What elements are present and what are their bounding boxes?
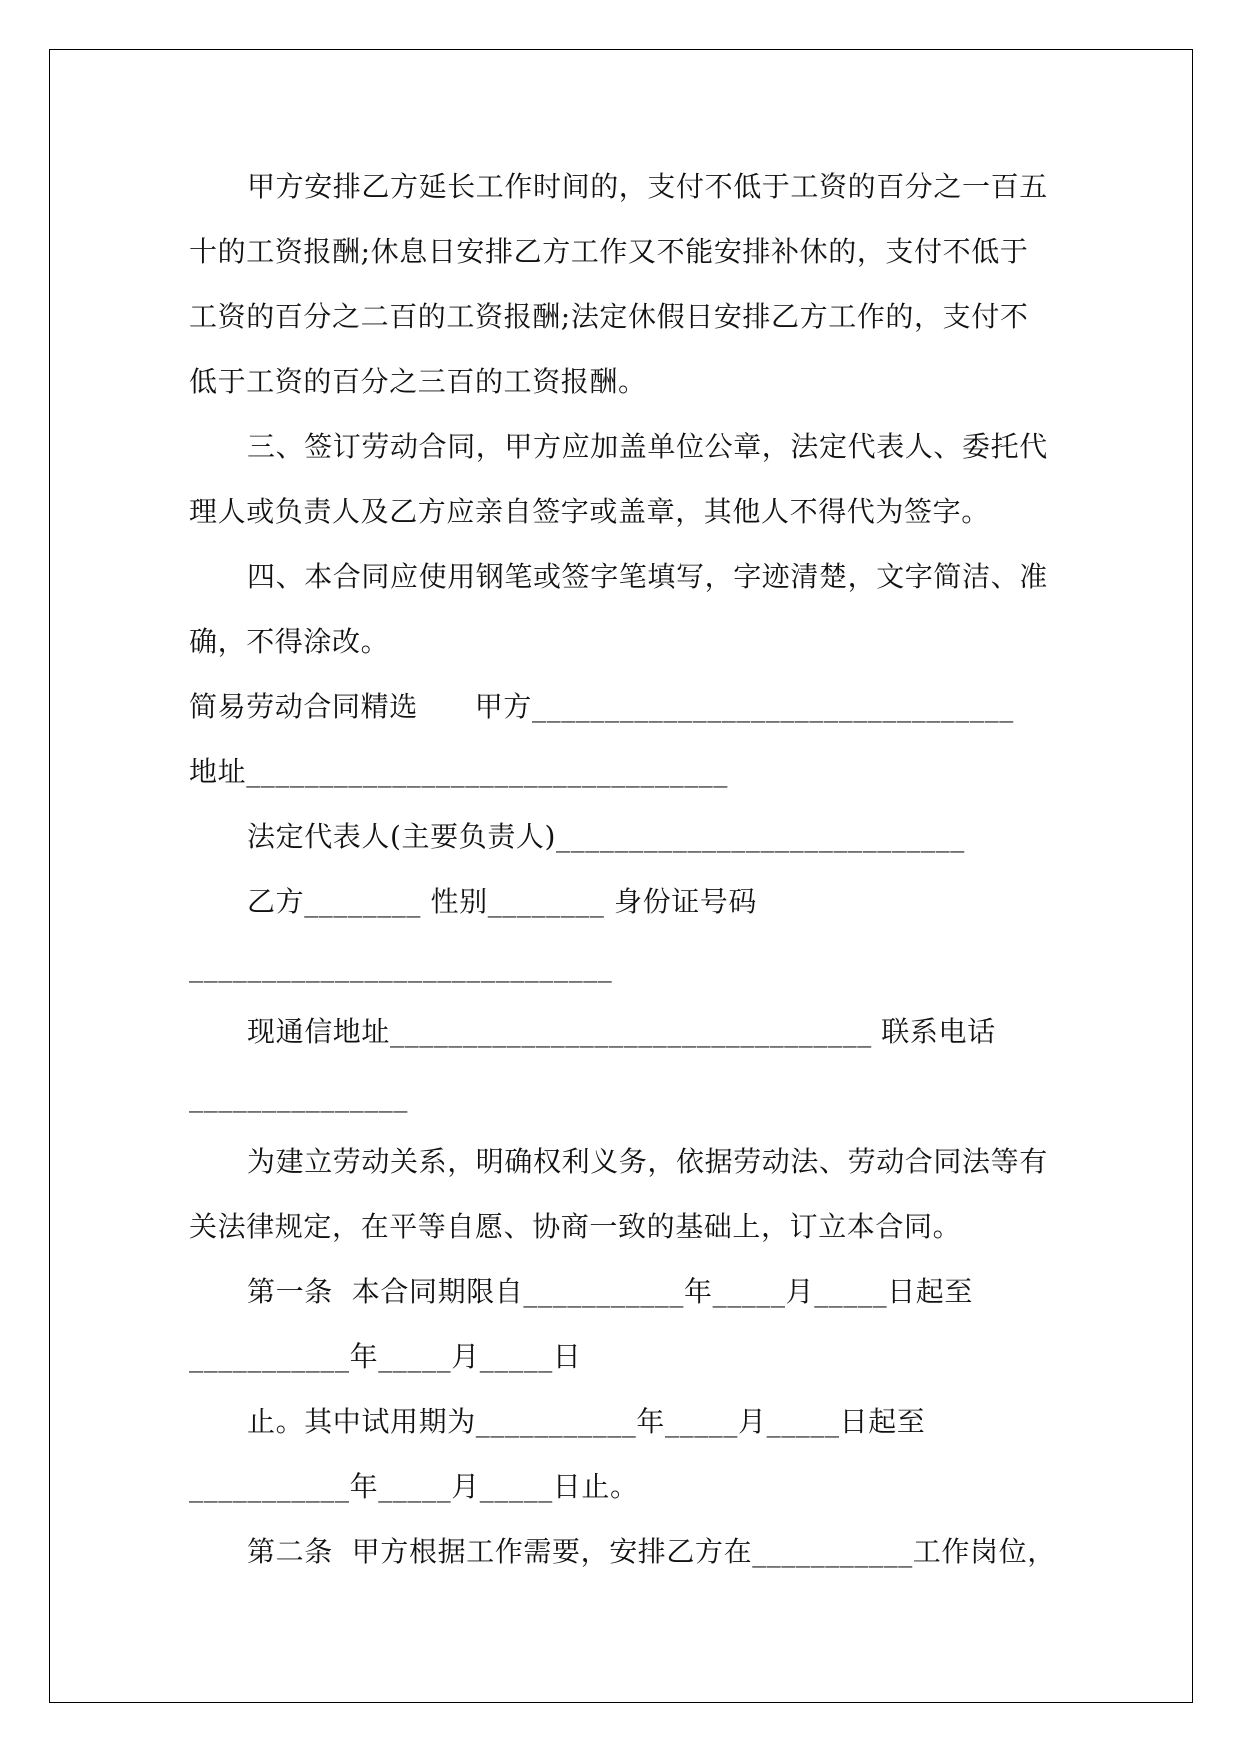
article-two-line: 第二条 甲方根据工作需要，安排乙方在___________工作岗位， xyxy=(247,1535,1056,1568)
paragraph-line: 工资的百分之二百的工资报酬;法定休假日安排乙方工作的，支付不 xyxy=(189,300,1029,333)
legal-rep-field-line: 法定代表人(主要负责人)____________________________ xyxy=(247,820,965,853)
contact-address-field-line: 现通信地址_________________________________ 联系电话 xyxy=(247,1015,996,1048)
paragraph-line: 十的工资报酬;休息日安排乙方工作又不能安排补休的，支付不低于 xyxy=(189,235,1029,268)
probation-date-line: ___________年_____月_____日止。 xyxy=(189,1470,639,1503)
paragraph-line: 三、签订劳动合同，甲方应加盖单位公章，法定代表人、委托代 xyxy=(247,430,1048,463)
article-one-date-line: ___________年_____月_____日 xyxy=(189,1340,582,1373)
probation-period-line: 止。其中试用期为___________年_____月_____日起至 xyxy=(247,1405,926,1438)
paragraph-line: 确，不得涂改。 xyxy=(189,625,390,658)
paragraph-line: 关法律规定，在平等自愿、协商一致的基础上，订立本合同。 xyxy=(189,1210,962,1243)
paragraph-line: 理人或负责人及乙方应亲自签字或盖章，其他人不得代为签字。 xyxy=(189,495,990,528)
paragraph-line: 四、本合同应使用钢笔或签字笔填写，字迹清楚，文字简洁、准 xyxy=(247,560,1048,593)
contract-title-line: 简易劳动合同精选 甲方_________________________________ xyxy=(189,690,1014,723)
page-border xyxy=(49,49,1193,1703)
id-number-blank-line: _____________________________ xyxy=(189,950,613,983)
paragraph-line: 甲方安排乙方延长工作时间的，支付不低于工资的百分之一百五 xyxy=(247,170,1048,203)
address-field-line: 地址_________________________________ xyxy=(189,755,728,788)
article-one-line: 第一条 本合同期限自___________年_____月_____日起至 xyxy=(247,1275,974,1308)
party-b-field-line: 乙方________ 性别________ 身份证号码 xyxy=(247,885,758,918)
phone-blank-line: _______________ xyxy=(189,1080,408,1113)
paragraph-line: 为建立劳动关系，明确权利义务，依据劳动法、劳动合同法等有 xyxy=(247,1145,1048,1178)
paragraph-line: 低于工资的百分之三百的工资报酬。 xyxy=(189,365,647,398)
